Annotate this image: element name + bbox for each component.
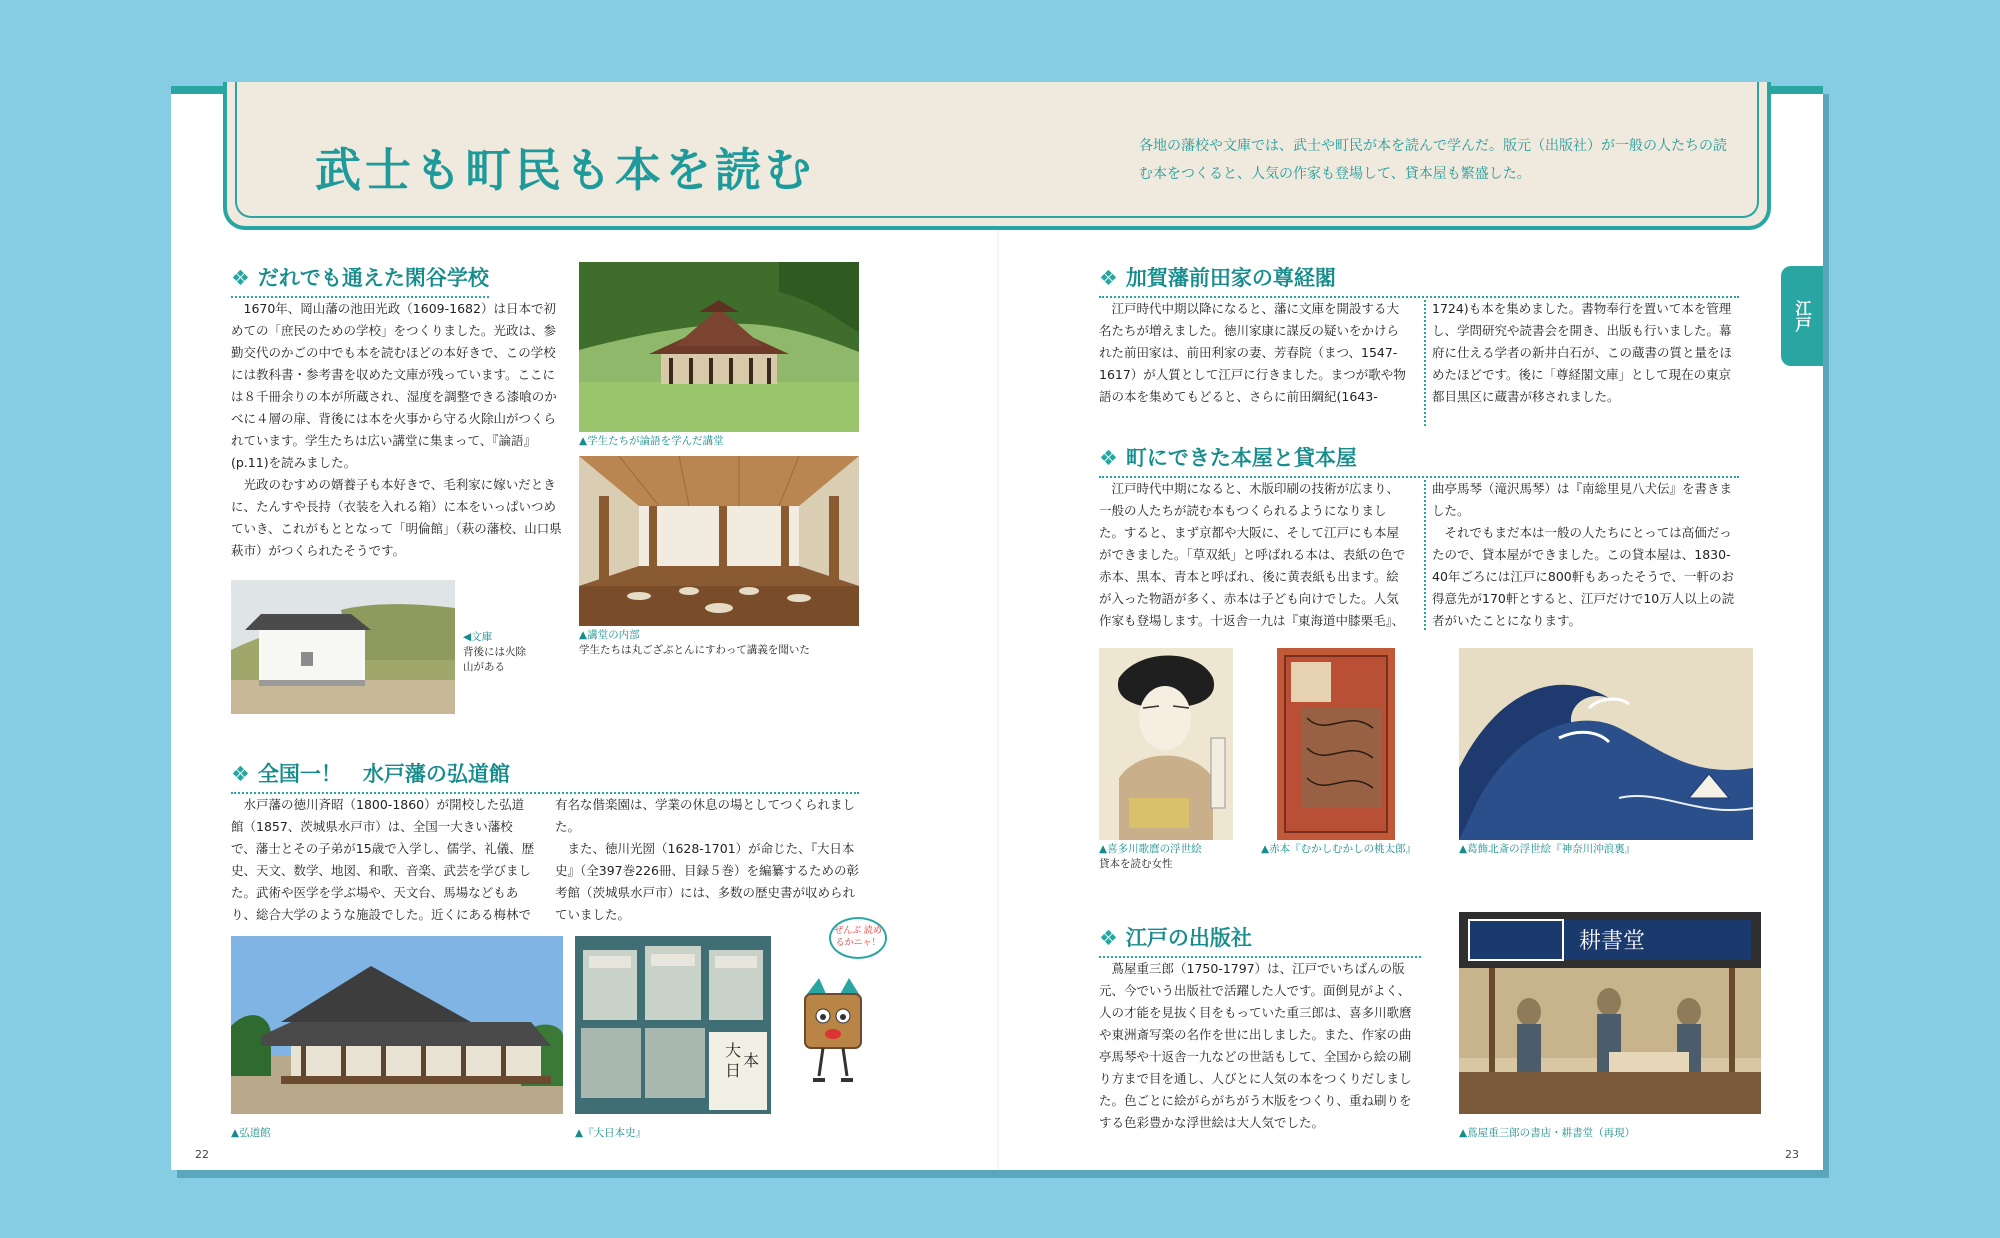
- section-body-shizutani: [231, 298, 565, 562]
- paragraph: 蔦屋重三郎（1750-1797）は、江戸でいちばんの版元、今でいう出版社で活躍した人です。面倒見がよく、人の才能を見抜く目をもっていた重三郎は、喜多川歌麿や東洲斎写楽の名作を世に出しました。また、作家の曲亭馬琴や十返舎一九などの世話もして、全国から絵の刷り方まで目を通し、人びとに人気の本をつくりだしました。色ごとに絵がらがちがう木版をつくり、重ね刷りをする色彩豊かな浮世絵は大人気でした。: [1099, 961, 1412, 1130]
- photo-dainihonshi: [575, 936, 771, 1114]
- era-tab: 江戸: [1781, 266, 1823, 366]
- photo-kodo-interior: [579, 456, 859, 626]
- shop-sign: 耕書堂: [1579, 929, 1646, 954]
- photo-kodokan: [231, 936, 563, 1114]
- photo-kodo-exterior: [579, 262, 859, 432]
- caption-kodokan: ▲弘道館: [231, 1127, 271, 1139]
- diamond-bullet-icon: ❖: [1099, 446, 1118, 470]
- speech-bubble: ぜんぶ 読めるかニャ！: [829, 917, 887, 959]
- paragraph: それでもまだ本は一般の人たちにとっては高価だったので、貸本屋ができました。この貸本屋は、1830-40年ごろには江戸に800軒もあったそうで、一軒のお得意先が170軒とすると、江戸だけで10万人以上の読者がいたことになります。: [1432, 525, 1735, 628]
- mascot-book-cat-icon: [793, 976, 873, 1086]
- section-body-shuppansha: [1099, 958, 1421, 1134]
- section-heading-shizutani: ❖ だれでも通えた閑谷学校: [231, 262, 489, 298]
- photo-akahon: [1277, 648, 1395, 840]
- paragraph: また、徳川光圀（1628-1701）が命じた、『大日本史』（全397巻226冊、目録５巻）を編纂するための彰考館（茨城県水戸市）には、多数の歴史書が収められていました。: [555, 841, 859, 922]
- caption-kodo: ▲学生たちが論語を学んだ講堂: [579, 435, 724, 447]
- diamond-bullet-icon: ❖: [231, 762, 250, 786]
- section-heading-sonkeikaku: ❖ 加賀藩前田家の尊経閣: [1099, 262, 1739, 298]
- column-divider: [1424, 480, 1426, 630]
- svg-text:大: 大: [725, 1041, 742, 1060]
- section-heading-shuppansha: ❖ 江戸の出版社: [1099, 922, 1421, 958]
- caption-hokusai: ▲葛飾北斎の浮世絵『神奈川沖浪裏』: [1459, 843, 1636, 855]
- caption-shop: ▲蔦屋重三郎の書店・耕書堂（再現）: [1459, 1127, 1636, 1139]
- page-number-right: 23: [1785, 1148, 1799, 1161]
- column-divider: [1424, 300, 1426, 426]
- photo-utamaro-ukiyoe: [1099, 648, 1233, 840]
- photo-hokusai-wave: [1459, 648, 1753, 840]
- section-heading-kodokan: ❖ 全国一！ 水戸藩の弘道館: [231, 758, 859, 794]
- svg-text:本: 本: [743, 1051, 760, 1070]
- book-spread: [171, 86, 1823, 1170]
- photo-kosho-do-shop: [1459, 912, 1761, 1114]
- paragraph: 江戸時代中期以降になると、藩に文庫を開設する大名たちが増えました。徳川家康に謀反の疑いをかけられた前田家は、前田利家の妻、芳春院（まつ、1547-1617）が人質として江戸に行きました。まつが歌や物語の本を集めてもどると、さらに前田綱紀(1643-1724)も本を集めました。書物奉行を置いて本を管理し、学問研究や読書会を開き、出版も行いました。幕府に仕える学者の新井白石が、この蔵書の質と量をほめたほどです。後に「尊経閣文庫」として現在の東京都目黒区に蔵書が移されました。: [1099, 301, 1733, 404]
- svg-text:日: 日: [725, 1061, 742, 1080]
- intro-text: 各地の藩校や文庫では、武士や町民が本を読んで学んだ。版元（出版社）が一般の人たちの読む本をつくると、人気の作家も登場して、貸本屋も繁盛した。: [1139, 138, 1727, 182]
- diamond-bullet-icon: ❖: [1099, 266, 1118, 290]
- page-title: 武士も町民も本を読む: [315, 143, 815, 197]
- paragraph: 1670年、岡山藩の池田光政（1609-1682）は日本で初めての「庶民のための学校」をつくりました。光政は、参勤交代のかごの中でも本を読むほどの本好きで、この学校には教科書・参考書を収めた文庫が残っています。ここには８千冊余りの本が所蔵され、湿度を調整できる漆喰のかべに４層の扉、背後には本を火事から守る火除山がつくられています。学生たちは広い講堂に集まって、『論語』(p.11)を読みました。: [231, 301, 557, 470]
- diamond-bullet-icon: ❖: [231, 266, 250, 290]
- book-spine: [997, 86, 999, 1170]
- caption-bunko: ◀文庫 背後には火除 山がある: [463, 631, 526, 673]
- photo-bunko: [231, 580, 455, 714]
- section-body-sonkeikaku: [1099, 298, 1739, 430]
- caption-akahon: ▲赤本『むかしむかしの桃太郎』: [1261, 843, 1417, 855]
- header-banner: [223, 82, 1771, 230]
- page-number-left: 22: [195, 1148, 209, 1161]
- caption-utamaro: ▲喜多川歌麿の浮世絵 貸本を読む女性: [1099, 843, 1202, 870]
- caption-dainihonshi: ▲『大日本史』: [575, 1127, 647, 1139]
- caption-kodo-interior: ▲講堂の内部 学生たちは丸ござぶとんにすわって講義を聞いた: [579, 629, 810, 656]
- paragraph: 水戸藩の徳川斉昭（1800-1860）が開校した弘道館（1857、茨城県水戸市）は、全国一大きい藩校で、藩士とその子弟が15歳で入学し、儒学、礼儀、歴史、天文、数学、地図、和歌、音楽、武芸を学びました。武術や医学を学ぶ場や、天文台、馬場などもあり、総合大学のような施設でした。近くにある梅林で有名な偕楽園は、学業の休息の場としてつくられました。: [231, 797, 856, 922]
- paragraph: 光政のむすめの婿養子も本好きで、毛利家に嫁いだときに、たんすや長持（衣装を入れる箱）に本をいっぱいつめていき、これがもととなって「明倫館」（萩の藩校、山口県萩市）がつくられたそうです。: [231, 477, 562, 558]
- paragraph: 江戸時代中期になると、木版印刷の技術が広まり、一般の人たちが読む本もつくられるようになりました。すると、まず京都や大阪に、そして江戸にも本屋ができました。「草双紙」と呼ばれる本は、表紙の色で赤本、黒本、青本と呼ばれ、後に黄表紙も出ます。絵が入った物語が多く、赤本は子ども向けでした。人気作家も登場します。十返舎一九は『東海道中膝栗毛』、曲亭馬琴（滝沢馬琴）は『南総里見八犬伝』を書きました。: [1099, 481, 1733, 628]
- diamond-bullet-icon: ❖: [1099, 926, 1118, 950]
- section-heading-kashihon: ❖ 町にできた本屋と貸本屋: [1099, 442, 1739, 478]
- section-body-kashihon: [1099, 478, 1739, 634]
